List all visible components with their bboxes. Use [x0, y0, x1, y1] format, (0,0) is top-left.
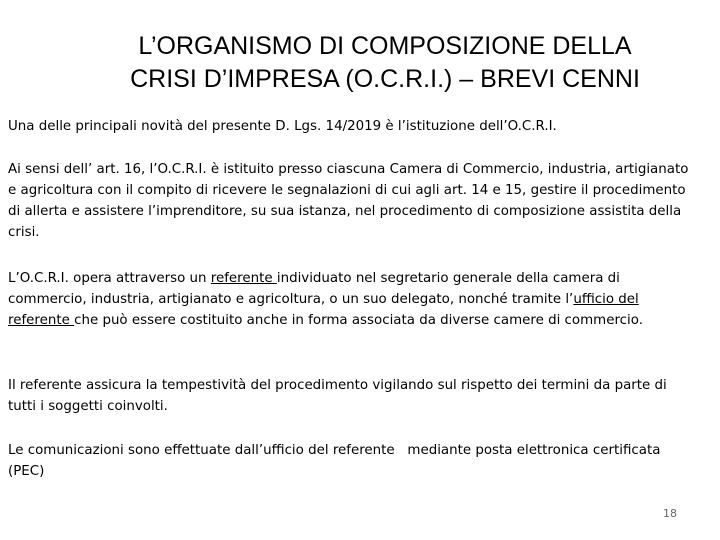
underlined-referente: referente — [210, 271, 277, 286]
underlined-ufficio-referente: ufficio del referente — [8, 292, 639, 328]
page-number: 18 — [663, 507, 677, 520]
paragraph-referente — [8, 268, 698, 331]
text-segment: che può essere costituito anche in forma associata da diverse camere di commercio. — [74, 313, 643, 328]
title-line-1: L’ORGANISMO DI COMPOSIZIONE DELLA — [138, 32, 632, 60]
paragraph-article-16: Ai sensi dell’ art. 16, l’O.C.R.I. è istituito presso ciascuna Camera di Commercio, industria, artigianato e agricoltura con il compito di ricevere le segnalazioni di cui agli art. 14 e 15, gestire il procedimento di allerta e assistere l’imprenditore, su sua istanza, nel procedimento di composizione assistita della crisi. — [8, 162, 689, 240]
paragraph-tempestivita: Il referente assicura la tempestività del procedimento vigilando sul rispetto dei termini da parte di tutti i soggetti coinvolti. — [8, 378, 667, 414]
paragraph-novelty: Una delle principali novità del presente D. Lgs. 14/2019 è l’istituzione dell’O.C.R.I. — [8, 119, 557, 134]
title-line-2: CRISI D’IMPRESA (O.C.R.I.) – BREVI CENNI — [130, 65, 640, 93]
slide-title — [60, 30, 710, 96]
text-segment: L’O.C.R.I. opera attraverso un — [8, 271, 211, 286]
text-segment: Le comunicazioni sono effettuate dall’ufficio del referente mediante posta elettronica certificata (PEC) — [8, 443, 665, 479]
text-segment: individuato nel segretario generale della camera di commercio, industria, artigianato e agricoltura, o un suo delegato, nonché tramite l’ — [8, 271, 620, 307]
paragraph-pec — [8, 440, 698, 482]
